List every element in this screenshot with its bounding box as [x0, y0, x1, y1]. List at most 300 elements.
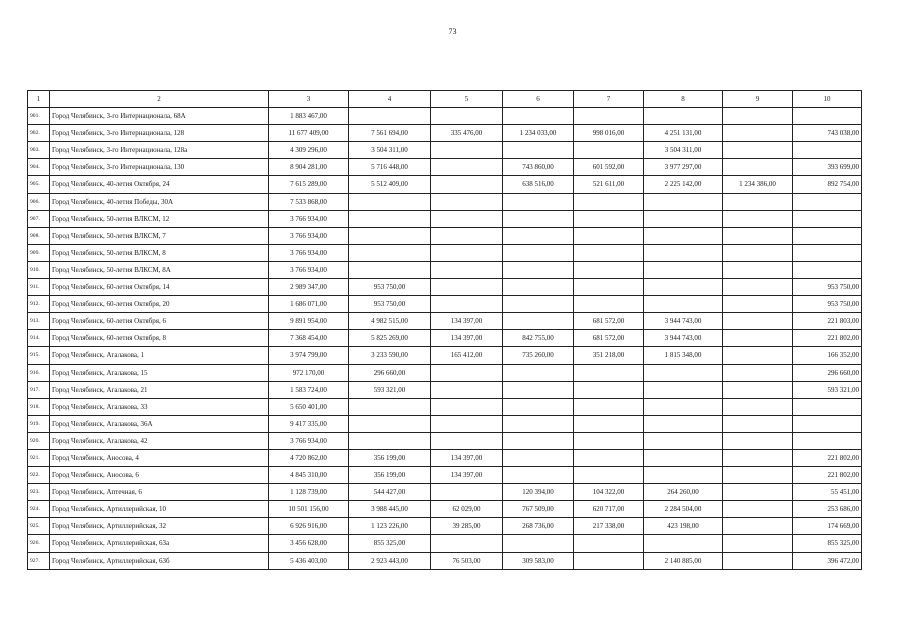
total-cost-cell: 6 926 916,00 — [269, 518, 349, 535]
address-cell: Город Челябинск, 50-летия ВЛКСМ, 12 — [50, 210, 269, 227]
table-row — [28, 193, 862, 210]
col-8-amount-cell — [644, 535, 723, 552]
column-header-8: 8 — [644, 91, 723, 108]
col-7-amount-cell: 217 338,00 — [574, 518, 644, 535]
col-8-amount-cell: 423 198,00 — [644, 518, 723, 535]
col-10-amount-cell — [793, 261, 862, 278]
col-4-amount-cell: 5 825 269,00 — [349, 330, 431, 347]
col-9-amount-cell — [723, 364, 793, 381]
col-5-amount-cell — [431, 279, 503, 296]
col-7-amount-cell: 521 611,00 — [574, 176, 644, 193]
col-10-amount-cell: 221 802,00 — [793, 467, 862, 484]
col-7-amount-cell — [574, 552, 644, 569]
col-9-amount-cell — [723, 210, 793, 227]
total-cost-cell: 3 766 934,00 — [269, 261, 349, 278]
col-7-amount-cell: 620 717,00 — [574, 501, 644, 518]
total-cost-cell: 3 766 934,00 — [269, 244, 349, 261]
table-row — [28, 518, 862, 535]
row-number-cell: 926. — [28, 535, 50, 552]
col-8-amount-cell — [644, 244, 723, 261]
col-7-amount-cell: 104 322,00 — [574, 484, 644, 501]
row-number-cell: 920. — [28, 432, 50, 449]
col-5-amount-cell — [431, 176, 503, 193]
address-cell: Город Челябинск, Агалакова, 15 — [50, 364, 269, 381]
col-6-amount-cell — [503, 467, 574, 484]
col-4-amount-cell: 356 199,00 — [349, 449, 431, 466]
total-cost-cell: 7 368 454,00 — [269, 330, 349, 347]
col-6-amount-cell: 268 736,00 — [503, 518, 574, 535]
column-header-3: 3 — [269, 91, 349, 108]
address-cell: Город Челябинск, 3-го Интернационала, 68А — [50, 108, 269, 125]
total-cost-cell: 1 883 467,00 — [269, 108, 349, 125]
row-number-cell: 919. — [28, 415, 50, 432]
col-7-amount-cell — [574, 296, 644, 313]
table-row — [28, 467, 862, 484]
col-8-amount-cell: 2 140 885,00 — [644, 552, 723, 569]
total-cost-cell: 4 720 862,00 — [269, 449, 349, 466]
col-8-amount-cell — [644, 449, 723, 466]
col-9-amount-cell — [723, 108, 793, 125]
row-number-cell: 906. — [28, 193, 50, 210]
col-5-amount-cell — [431, 415, 503, 432]
col-9-amount-cell — [723, 484, 793, 501]
col-4-amount-cell — [349, 398, 431, 415]
col-8-amount-cell: 3 944 743,00 — [644, 313, 723, 330]
col-9-amount-cell — [723, 518, 793, 535]
col-4-amount-cell — [349, 244, 431, 261]
table-row — [28, 142, 862, 159]
col-5-amount-cell: 62 029,00 — [431, 501, 503, 518]
address-cell: Город Челябинск, Агалакова, 42 — [50, 432, 269, 449]
col-6-amount-cell — [503, 244, 574, 261]
table-row — [28, 159, 862, 176]
col-5-amount-cell — [431, 484, 503, 501]
table-row — [28, 449, 862, 466]
address-cell: Город Челябинск, 40-летия Победы, 30А — [50, 193, 269, 210]
col-8-amount-cell: 3 944 743,00 — [644, 330, 723, 347]
col-5-amount-cell — [431, 535, 503, 552]
col-4-amount-cell — [349, 227, 431, 244]
col-6-amount-cell — [503, 296, 574, 313]
col-4-amount-cell: 544 427,00 — [349, 484, 431, 501]
table-row — [28, 347, 862, 364]
address-cell: Город Челябинск, 50-летия ВЛКСМ, 8 — [50, 244, 269, 261]
col-10-amount-cell: 393 699,00 — [793, 159, 862, 176]
col-6-amount-cell — [503, 279, 574, 296]
col-7-amount-cell: 601 592,00 — [574, 159, 644, 176]
col-6-amount-cell: 638 516,00 — [503, 176, 574, 193]
col-7-amount-cell — [574, 398, 644, 415]
col-5-amount-cell: 134 397,00 — [431, 313, 503, 330]
column-header-2: 2 — [50, 91, 269, 108]
col-4-amount-cell — [349, 432, 431, 449]
col-7-amount-cell — [574, 415, 644, 432]
total-cost-cell: 3 456 628,00 — [269, 535, 349, 552]
col-10-amount-cell: 892 754,00 — [793, 176, 862, 193]
col-7-amount-cell — [574, 108, 644, 125]
col-9-amount-cell — [723, 347, 793, 364]
total-cost-cell: 2 989 347,00 — [269, 279, 349, 296]
col-6-amount-cell: 1 234 033,00 — [503, 125, 574, 142]
col-10-amount-cell — [793, 210, 862, 227]
table-row — [28, 227, 862, 244]
address-cell: Город Челябинск, Агалакова, 1 — [50, 347, 269, 364]
column-header-1: 1 — [28, 91, 50, 108]
col-10-amount-cell: 221 803,00 — [793, 313, 862, 330]
col-10-amount-cell: 855 325,00 — [793, 535, 862, 552]
address-cell: Город Челябинск, 50-летия ВЛКСМ, 8А — [50, 261, 269, 278]
col-9-amount-cell — [723, 244, 793, 261]
total-cost-cell: 5 436 403,00 — [269, 552, 349, 569]
col-10-amount-cell: 166 352,00 — [793, 347, 862, 364]
total-cost-cell: 7 533 868,00 — [269, 193, 349, 210]
col-9-amount-cell: 1 234 386,00 — [723, 176, 793, 193]
col-10-amount-cell — [793, 398, 862, 415]
col-4-amount-cell: 3 988 445,00 — [349, 501, 431, 518]
col-5-amount-cell — [431, 108, 503, 125]
col-4-amount-cell — [349, 193, 431, 210]
page-number: 73 — [448, 27, 457, 36]
col-9-amount-cell — [723, 449, 793, 466]
col-5-amount-cell: 165 412,00 — [431, 347, 503, 364]
column-header-9: 9 — [723, 91, 793, 108]
col-7-amount-cell — [574, 381, 644, 398]
address-cell: Город Челябинск, 50-летия ВЛКСМ, 7 — [50, 227, 269, 244]
col-9-amount-cell — [723, 227, 793, 244]
col-6-amount-cell: 842 755,00 — [503, 330, 574, 347]
col-9-amount-cell — [723, 261, 793, 278]
column-header-5: 5 — [431, 91, 503, 108]
total-cost-cell: 11 677 409,00 — [269, 125, 349, 142]
col-7-amount-cell — [574, 227, 644, 244]
col-4-amount-cell — [349, 108, 431, 125]
table-row — [28, 484, 862, 501]
table-row — [28, 296, 862, 313]
col-4-amount-cell: 1 123 226,00 — [349, 518, 431, 535]
col-6-amount-cell: 743 860,00 — [503, 159, 574, 176]
row-number-cell: 924. — [28, 501, 50, 518]
row-number-cell: 915. — [28, 347, 50, 364]
col-4-amount-cell: 593 321,00 — [349, 381, 431, 398]
col-5-amount-cell — [431, 142, 503, 159]
table-row — [28, 364, 862, 381]
col-10-amount-cell — [793, 142, 862, 159]
col-4-amount-cell — [349, 415, 431, 432]
row-number-cell: 914. — [28, 330, 50, 347]
row-number-cell: 925. — [28, 518, 50, 535]
col-10-amount-cell: 743 038,00 — [793, 125, 862, 142]
address-cell: Город Челябинск, Артиллерийская, 10 — [50, 501, 269, 518]
address-cell: Город Челябинск, 60-летия Октября, 14 — [50, 279, 269, 296]
col-4-amount-cell: 3 233 590,00 — [349, 347, 431, 364]
address-cell: Город Челябинск, 60-летия Октября, 8 — [50, 330, 269, 347]
total-cost-cell: 5 650 401,00 — [269, 398, 349, 415]
total-cost-cell: 9 891 954,00 — [269, 313, 349, 330]
row-number-cell: 916. — [28, 364, 50, 381]
col-5-amount-cell: 39 285,00 — [431, 518, 503, 535]
col-8-amount-cell: 3 977 297,00 — [644, 159, 723, 176]
col-10-amount-cell — [793, 227, 862, 244]
col-5-amount-cell: 76 503,00 — [431, 552, 503, 569]
address-cell: Город Челябинск, Агалакова, 33 — [50, 398, 269, 415]
table-row — [28, 552, 862, 569]
address-cell: Город Челябинск, 40-летия Октября, 24 — [50, 176, 269, 193]
col-7-amount-cell — [574, 193, 644, 210]
col-8-amount-cell — [644, 467, 723, 484]
col-10-amount-cell — [793, 108, 862, 125]
col-9-amount-cell — [723, 125, 793, 142]
total-cost-cell: 8 904 281,00 — [269, 159, 349, 176]
col-10-amount-cell: 55 451,00 — [793, 484, 862, 501]
column-header-6: 6 — [503, 91, 574, 108]
row-number-cell: 911. — [28, 279, 50, 296]
col-8-amount-cell — [644, 193, 723, 210]
col-8-amount-cell — [644, 279, 723, 296]
col-10-amount-cell — [793, 193, 862, 210]
address-cell: Город Челябинск, Агалакова, 21 — [50, 381, 269, 398]
col-8-amount-cell — [644, 364, 723, 381]
address-cell: Город Челябинск, 60-летия Октября, 6 — [50, 313, 269, 330]
col-6-amount-cell — [503, 227, 574, 244]
table-row — [28, 535, 862, 552]
row-number-cell: 905. — [28, 176, 50, 193]
col-8-amount-cell: 4 251 131,00 — [644, 125, 723, 142]
col-9-amount-cell — [723, 467, 793, 484]
col-6-amount-cell — [503, 364, 574, 381]
col-10-amount-cell — [793, 244, 862, 261]
col-5-amount-cell — [431, 381, 503, 398]
col-4-amount-cell: 855 325,00 — [349, 535, 431, 552]
column-header-4: 4 — [349, 91, 431, 108]
address-cell: Город Челябинск, 3-го Интернационала, 130 — [50, 159, 269, 176]
table-row — [28, 501, 862, 518]
col-6-amount-cell — [503, 142, 574, 159]
address-cell: Город Челябинск, 60-летия Октября, 20 — [50, 296, 269, 313]
row-number-cell: 910. — [28, 261, 50, 278]
col-6-amount-cell — [503, 535, 574, 552]
address-cell: Город Челябинск, Артиллерийская, 63а — [50, 535, 269, 552]
address-cell: Город Челябинск, Аносова, 4 — [50, 449, 269, 466]
row-number-cell: 927. — [28, 552, 50, 569]
table-row — [28, 330, 862, 347]
col-6-amount-cell — [503, 398, 574, 415]
address-cell: Город Челябинск, Артиллерийская, 32 — [50, 518, 269, 535]
col-5-amount-cell — [431, 210, 503, 227]
col-4-amount-cell: 953 750,00 — [349, 279, 431, 296]
col-10-amount-cell: 953 750,00 — [793, 296, 862, 313]
row-number-cell: 904. — [28, 159, 50, 176]
header-row — [28, 91, 862, 108]
col-7-amount-cell — [574, 364, 644, 381]
total-cost-cell: 10 501 156,00 — [269, 501, 349, 518]
col-8-amount-cell — [644, 296, 723, 313]
column-header-10: 10 — [793, 91, 862, 108]
table-row — [28, 261, 862, 278]
col-8-amount-cell: 2 284 504,00 — [644, 501, 723, 518]
col-8-amount-cell: 1 815 348,00 — [644, 347, 723, 364]
col-4-amount-cell: 356 199,00 — [349, 467, 431, 484]
table-row — [28, 108, 862, 125]
row-number-cell: 901. — [28, 108, 50, 125]
col-10-amount-cell: 253 686,00 — [793, 501, 862, 518]
col-7-amount-cell — [574, 244, 644, 261]
col-10-amount-cell — [793, 415, 862, 432]
col-5-amount-cell: 134 397,00 — [431, 330, 503, 347]
col-5-amount-cell — [431, 432, 503, 449]
col-8-amount-cell — [644, 415, 723, 432]
col-6-amount-cell: 309 583,00 — [503, 552, 574, 569]
col-8-amount-cell: 3 504 311,00 — [644, 142, 723, 159]
col-10-amount-cell: 221 802,00 — [793, 449, 862, 466]
col-4-amount-cell — [349, 210, 431, 227]
col-10-amount-cell: 174 669,00 — [793, 518, 862, 535]
col-5-amount-cell: 335 476,00 — [431, 125, 503, 142]
col-10-amount-cell — [793, 432, 862, 449]
col-6-amount-cell: 735 260,00 — [503, 347, 574, 364]
table-row — [28, 279, 862, 296]
col-7-amount-cell: 681 572,00 — [574, 330, 644, 347]
row-number-cell: 909. — [28, 244, 50, 261]
col-9-amount-cell — [723, 535, 793, 552]
col-9-amount-cell — [723, 159, 793, 176]
col-4-amount-cell: 4 982 515,00 — [349, 313, 431, 330]
col-5-amount-cell — [431, 244, 503, 261]
total-cost-cell: 9 417 335,00 — [269, 415, 349, 432]
col-9-amount-cell — [723, 193, 793, 210]
row-number-cell: 918. — [28, 398, 50, 415]
col-6-amount-cell — [503, 449, 574, 466]
row-number-cell: 917. — [28, 381, 50, 398]
col-9-amount-cell — [723, 296, 793, 313]
col-6-amount-cell: 120 394,00 — [503, 484, 574, 501]
col-7-amount-cell: 681 572,00 — [574, 313, 644, 330]
table-row — [28, 398, 862, 415]
col-10-amount-cell: 221 802,00 — [793, 330, 862, 347]
row-number-cell: 921. — [28, 449, 50, 466]
col-8-amount-cell — [644, 261, 723, 278]
col-4-amount-cell: 5 716 448,00 — [349, 159, 431, 176]
row-number-cell: 913. — [28, 313, 50, 330]
row-number-cell: 903. — [28, 142, 50, 159]
col-5-amount-cell — [431, 227, 503, 244]
address-cell: Город Челябинск, 3-го Интернационала, 128 — [50, 125, 269, 142]
total-cost-cell: 3 974 799,00 — [269, 347, 349, 364]
col-8-amount-cell — [644, 108, 723, 125]
row-number-cell: 902. — [28, 125, 50, 142]
address-cell: Город Челябинск, 3-го Интернационала, 128а — [50, 142, 269, 159]
col-5-amount-cell: 134 397,00 — [431, 467, 503, 484]
total-cost-cell: 7 615 289,00 — [269, 176, 349, 193]
col-8-amount-cell — [644, 381, 723, 398]
column-header-7: 7 — [574, 91, 644, 108]
col-7-amount-cell — [574, 449, 644, 466]
table-body — [28, 108, 862, 570]
col-6-amount-cell — [503, 261, 574, 278]
col-6-amount-cell — [503, 313, 574, 330]
col-9-amount-cell — [723, 432, 793, 449]
col-5-amount-cell — [431, 261, 503, 278]
row-number-cell: 923. — [28, 484, 50, 501]
col-4-amount-cell: 5 512 409,00 — [349, 176, 431, 193]
total-cost-cell: 4 845 310,00 — [269, 467, 349, 484]
address-cell: Город Челябинск, Артиллерийская, 63б — [50, 552, 269, 569]
col-6-amount-cell — [503, 210, 574, 227]
table-row — [28, 244, 862, 261]
table-row — [28, 176, 862, 193]
col-9-amount-cell — [723, 142, 793, 159]
col-10-amount-cell: 953 750,00 — [793, 279, 862, 296]
total-cost-cell: 4 309 296,00 — [269, 142, 349, 159]
col-4-amount-cell: 2 923 443,00 — [349, 552, 431, 569]
col-6-amount-cell — [503, 381, 574, 398]
col-10-amount-cell: 593 321,00 — [793, 381, 862, 398]
col-6-amount-cell: 767 509,00 — [503, 501, 574, 518]
col-6-amount-cell — [503, 193, 574, 210]
col-4-amount-cell: 953 750,00 — [349, 296, 431, 313]
capital-repair-table — [27, 90, 862, 570]
col-5-amount-cell — [431, 398, 503, 415]
table-row — [28, 210, 862, 227]
table-row — [28, 313, 862, 330]
row-number-cell: 922. — [28, 467, 50, 484]
col-9-amount-cell — [723, 398, 793, 415]
col-8-amount-cell — [644, 227, 723, 244]
address-cell: Город Челябинск, Аносова, 6 — [50, 467, 269, 484]
col-4-amount-cell: 296 660,00 — [349, 364, 431, 381]
col-6-amount-cell — [503, 432, 574, 449]
col-7-amount-cell: 998 016,00 — [574, 125, 644, 142]
col-8-amount-cell: 264 260,00 — [644, 484, 723, 501]
total-cost-cell: 1 686 071,00 — [269, 296, 349, 313]
col-7-amount-cell — [574, 467, 644, 484]
total-cost-cell: 972 170,00 — [269, 364, 349, 381]
table-row — [28, 125, 862, 142]
col-9-amount-cell — [723, 415, 793, 432]
col-6-amount-cell — [503, 108, 574, 125]
col-8-amount-cell — [644, 432, 723, 449]
col-4-amount-cell: 7 561 694,00 — [349, 125, 431, 142]
row-number-cell: 908. — [28, 227, 50, 244]
total-cost-cell: 1 128 739,00 — [269, 484, 349, 501]
col-9-amount-cell — [723, 381, 793, 398]
col-8-amount-cell: 2 225 142,00 — [644, 176, 723, 193]
col-9-amount-cell — [723, 501, 793, 518]
col-7-amount-cell — [574, 279, 644, 296]
col-5-amount-cell — [431, 193, 503, 210]
col-8-amount-cell — [644, 210, 723, 227]
total-cost-cell: 3 766 934,00 — [269, 432, 349, 449]
col-7-amount-cell — [574, 142, 644, 159]
col-5-amount-cell — [431, 296, 503, 313]
col-5-amount-cell: 134 397,00 — [431, 449, 503, 466]
col-4-amount-cell: 3 504 311,00 — [349, 142, 431, 159]
table-row — [28, 415, 862, 432]
col-7-amount-cell — [574, 261, 644, 278]
total-cost-cell: 3 766 934,00 — [269, 227, 349, 244]
col-8-amount-cell — [644, 398, 723, 415]
col-4-amount-cell — [349, 261, 431, 278]
col-9-amount-cell — [723, 313, 793, 330]
col-5-amount-cell — [431, 159, 503, 176]
col-10-amount-cell: 396 472,00 — [793, 552, 862, 569]
col-5-amount-cell — [431, 364, 503, 381]
col-7-amount-cell — [574, 210, 644, 227]
row-number-cell: 907. — [28, 210, 50, 227]
col-7-amount-cell — [574, 535, 644, 552]
total-cost-cell: 3 766 934,00 — [269, 210, 349, 227]
col-10-amount-cell: 296 660,00 — [793, 364, 862, 381]
col-9-amount-cell — [723, 552, 793, 569]
